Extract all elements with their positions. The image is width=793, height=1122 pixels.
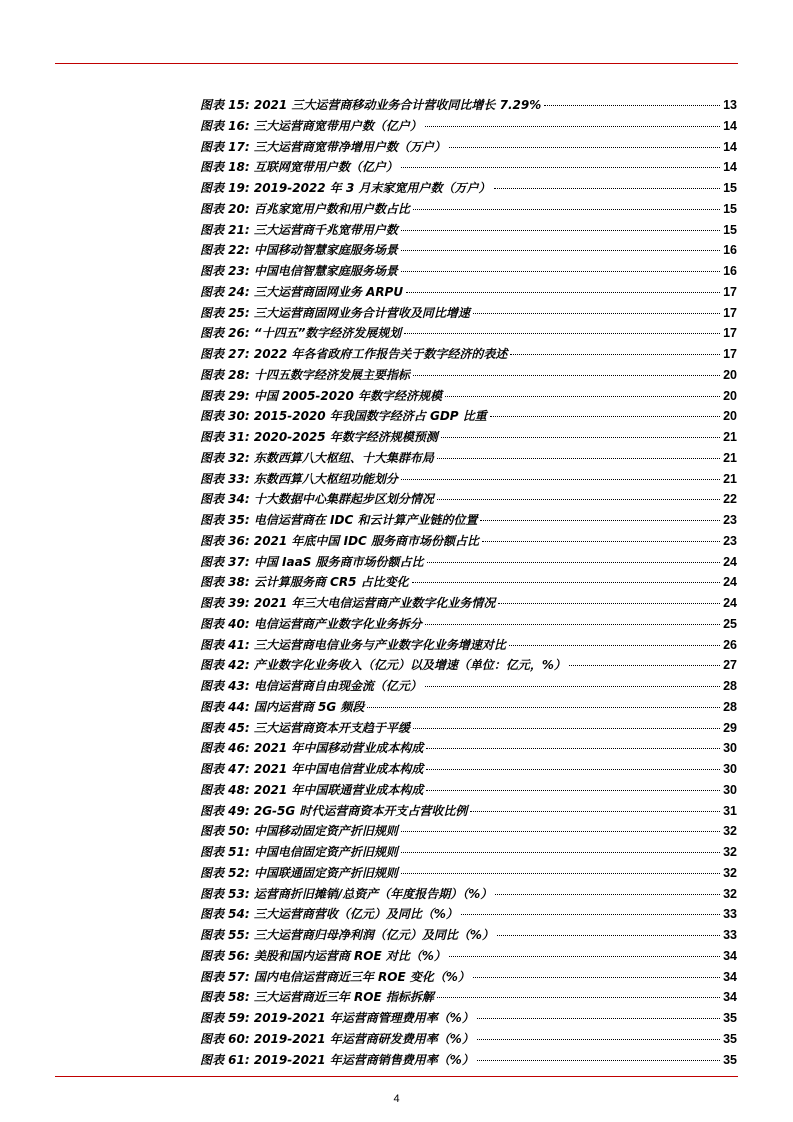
toc-entry[interactable] xyxy=(200,240,737,261)
dot-leader xyxy=(413,375,720,376)
toc-entry-title[interactable]: 图表 39: 2021 年三大电信运营商产业数字化业务情况 xyxy=(200,596,496,610)
dot-leader xyxy=(401,479,720,480)
toc-entry[interactable] xyxy=(200,967,737,988)
toc-entry-page[interactable]: 26 xyxy=(723,637,737,652)
toc-entry[interactable] xyxy=(200,1008,737,1029)
table-of-figures xyxy=(200,95,737,1070)
toc-entry-title[interactable]: 图表 23: 中国电信智慧家庭服务场景 xyxy=(200,264,398,278)
toc-entry[interactable] xyxy=(200,655,737,676)
toc-entry-title[interactable]: 图表 29: 中国 2005-2020 年数字经济规模 xyxy=(200,388,442,403)
dot-leader xyxy=(401,831,720,832)
toc-entry-page[interactable]: 15 xyxy=(723,201,737,216)
toc-entry-page[interactable]: 17 xyxy=(723,284,737,299)
toc-entry[interactable] xyxy=(200,406,737,427)
toc-entry-title[interactable]: 图表 53: 运营商折旧摊销/总资产（年度报告期）（%） xyxy=(200,886,493,901)
toc-entry-page[interactable]: 21 xyxy=(723,430,737,444)
toc-entry-page[interactable]: 28 xyxy=(723,679,737,693)
toc-entry-page[interactable]: 33 xyxy=(723,928,737,942)
dot-leader xyxy=(441,437,720,438)
dot-leader xyxy=(413,728,720,729)
toc-entry-title[interactable]: 图表 19: 2019-2022 年 3 月末家宽用户数（万户） xyxy=(200,181,491,195)
toc-entry-page[interactable]: 13 xyxy=(723,98,737,112)
toc-entry-page[interactable]: 21 xyxy=(723,450,737,465)
toc-entry[interactable] xyxy=(200,884,737,905)
toc-entry-title[interactable]: 图表 21: 三大运营商千兆宽带用户数 xyxy=(200,222,398,237)
toc-entry-page[interactable]: 25 xyxy=(723,616,737,631)
dot-leader xyxy=(544,105,720,106)
toc-entry-title[interactable]: 图表 57: 国内电信运营商近三年 ROE 变化（%） xyxy=(200,969,470,984)
toc-entry-page[interactable]: 23 xyxy=(723,513,737,527)
toc-entry[interactable] xyxy=(200,303,737,324)
header-rule xyxy=(55,63,738,64)
toc-entry[interactable] xyxy=(200,925,737,946)
toc-entry-page[interactable]: 20 xyxy=(723,409,737,424)
toc-entry-title[interactable]: 图表 28: 十四五数字经济发展主要指标 xyxy=(200,367,410,382)
toc-entry[interactable] xyxy=(200,261,737,282)
toc-entry-page[interactable]: 15 xyxy=(723,222,737,237)
toc-entry-title[interactable]: 图表 18: 互联网宽带用户数（亿户） xyxy=(200,160,398,175)
toc-entry-page[interactable]: 15 xyxy=(723,181,737,195)
toc-entry[interactable] xyxy=(200,904,737,925)
toc-entry-title[interactable]: 图表 22: 中国移动智慧家庭服务场景 xyxy=(200,243,398,258)
toc-entry-title[interactable]: 图表 59: 2019-2021 年运营商管理费用率（%） xyxy=(200,1011,474,1025)
dot-leader xyxy=(509,645,720,646)
toc-entry[interactable] xyxy=(200,323,737,344)
toc-entry-page[interactable]: 17 xyxy=(723,305,737,320)
toc-entry-page[interactable]: 29 xyxy=(723,720,737,735)
dot-leader xyxy=(473,313,720,314)
dot-leader xyxy=(477,1060,720,1061)
toc-entry-page[interactable]: 24 xyxy=(723,575,737,590)
dot-leader xyxy=(494,188,721,189)
dot-leader xyxy=(480,520,720,521)
dot-leader xyxy=(437,458,720,459)
toc-entry[interactable] xyxy=(200,842,737,863)
toc-entry-page[interactable]: 35 xyxy=(723,1031,737,1046)
toc-entry-title[interactable]: 图表 34: 十大数据中心集群起步区划分情况 xyxy=(200,492,434,507)
toc-entry-page[interactable]: 17 xyxy=(723,326,737,341)
toc-entry-page[interactable]: 16 xyxy=(723,264,737,278)
toc-entry-title[interactable]: 图表 31: 2020-2025 年数字经济规模预测 xyxy=(200,430,438,444)
toc-entry-page[interactable]: 34 xyxy=(723,948,737,963)
toc-entry-title[interactable]: 图表 50: 中国移动固定资产折旧规则 xyxy=(200,824,398,839)
dot-leader xyxy=(426,790,720,791)
dot-leader xyxy=(495,894,720,895)
toc-entry[interactable] xyxy=(200,863,737,884)
dot-leader xyxy=(401,271,720,272)
toc-entry[interactable] xyxy=(200,178,737,199)
toc-entry-title[interactable]: 图表 45: 三大运营商资本开支趋于平缓 xyxy=(200,720,410,735)
dot-leader xyxy=(404,333,720,334)
dot-leader xyxy=(425,624,720,625)
toc-entry-title[interactable]: 图表 47: 2021 年中国电信营业成本构成 xyxy=(200,762,424,776)
dot-leader xyxy=(401,852,720,853)
toc-entry[interactable] xyxy=(200,510,737,531)
toc-entry-title[interactable]: 图表 30: 2015-2020 年我国数字经济占 GDP 比重 xyxy=(200,409,487,424)
toc-entry[interactable] xyxy=(200,489,737,510)
toc-entry[interactable] xyxy=(200,220,737,241)
toc-entry[interactable] xyxy=(200,946,737,967)
toc-entry[interactable] xyxy=(200,116,737,137)
toc-entry-page[interactable]: 17 xyxy=(723,347,737,361)
toc-entry[interactable] xyxy=(200,469,737,490)
toc-entry[interactable] xyxy=(200,386,737,407)
toc-entry[interactable] xyxy=(200,635,737,656)
toc-entry-title[interactable]: 图表 60: 2019-2021 年运营商研发费用率（%） xyxy=(200,1031,474,1046)
dot-leader xyxy=(473,977,720,978)
toc-entry-title[interactable]: 图表 43: 电信运营商自由现金流（亿元） xyxy=(200,679,422,693)
dot-leader xyxy=(498,603,720,604)
toc-entry-title[interactable]: 图表 44: 国内运营商 5G 频段 xyxy=(200,699,365,714)
dot-leader xyxy=(510,354,720,355)
toc-entry[interactable] xyxy=(200,614,737,635)
dot-leader xyxy=(461,914,720,915)
toc-entry[interactable] xyxy=(200,1029,737,1050)
toc-entry-page[interactable]: 27 xyxy=(723,658,737,673)
toc-entry-title[interactable]: 图表 32: 东数西算八大枢纽、十大集群布局 xyxy=(200,450,434,465)
toc-entry[interactable] xyxy=(200,427,737,448)
toc-entry-title[interactable]: 图表 17: 三大运营商宽带净增用户数（万户） xyxy=(200,139,446,154)
toc-entry[interactable] xyxy=(200,282,737,303)
dot-leader xyxy=(490,416,720,417)
dot-leader xyxy=(401,250,720,251)
dot-leader xyxy=(449,956,720,957)
toc-entry[interactable] xyxy=(200,365,737,386)
toc-entry-title[interactable]: 图表 15: 2021 三大运营商移动业务合计营收同比增长 7.29% xyxy=(200,98,542,112)
toc-entry-title[interactable]: 图表 36: 2021 年底中国 IDC 服务商市场份额占比 xyxy=(200,533,480,548)
dot-leader xyxy=(426,748,720,749)
toc-entry-page[interactable]: 32 xyxy=(723,886,737,901)
toc-entry-title[interactable]: 图表 46: 2021 年中国移动营业成本构成 xyxy=(200,741,424,756)
toc-entry[interactable] xyxy=(200,738,737,759)
toc-entry-page[interactable]: 22 xyxy=(723,492,737,507)
toc-entry-title[interactable]: 图表 48: 2021 年中国联通营业成本构成 xyxy=(200,782,424,797)
dot-leader xyxy=(401,873,720,874)
toc-entry[interactable] xyxy=(200,676,737,697)
toc-entry-title[interactable]: 图表 37: 中国 IaaS 服务商市场份额占比 xyxy=(200,554,424,569)
toc-entry-title[interactable]: 图表 51: 中国电信固定资产折旧规则 xyxy=(200,845,398,859)
toc-entry-page[interactable]: 30 xyxy=(723,741,737,756)
dot-leader xyxy=(425,126,720,127)
toc-entry[interactable] xyxy=(200,531,737,552)
dot-leader xyxy=(470,811,720,812)
page-number: 4 xyxy=(393,1093,400,1105)
toc-entry-page[interactable]: 14 xyxy=(723,139,737,154)
toc-entry-page[interactable]: 32 xyxy=(723,865,737,880)
toc-entry[interactable] xyxy=(200,95,737,116)
dot-leader xyxy=(427,562,721,563)
toc-entry-page[interactable]: 14 xyxy=(723,160,737,175)
toc-entry[interactable] xyxy=(200,697,737,718)
toc-entry-page[interactable]: 14 xyxy=(723,118,737,133)
toc-entry-page[interactable]: 31 xyxy=(723,803,737,818)
toc-entry-title[interactable]: 图表 20: 百兆家宽用户数和用户数占比 xyxy=(200,201,410,216)
dot-leader xyxy=(445,396,720,397)
toc-entry-title[interactable]: 图表 33: 东数西算八大枢纽功能划分 xyxy=(200,471,398,486)
toc-entry-title[interactable]: 图表 49: 2G-5G 时代运营商资本开支占营收比例 xyxy=(200,803,468,818)
toc-entry-page[interactable]: 16 xyxy=(723,243,737,258)
toc-entry[interactable] xyxy=(200,552,737,573)
toc-entry[interactable] xyxy=(200,780,737,801)
toc-entry-title[interactable]: 图表 24: 三大运营商固网业务 ARPU xyxy=(200,284,404,299)
toc-entry[interactable] xyxy=(200,821,737,842)
dot-leader xyxy=(367,707,720,708)
toc-entry-page[interactable]: 23 xyxy=(723,533,737,548)
toc-entry-page[interactable]: 30 xyxy=(723,782,737,797)
toc-entry[interactable] xyxy=(200,759,737,780)
toc-entry-title[interactable]: 图表 41: 三大运营商电信业务与产业数字化业务增速对比 xyxy=(200,637,506,652)
dot-leader xyxy=(497,935,720,936)
toc-entry-title[interactable]: 图表 16: 三大运营商宽带用户数（亿户） xyxy=(200,118,422,133)
toc-entry-page[interactable]: 35 xyxy=(723,1011,737,1025)
toc-entry-title[interactable]: 图表 52: 中国联通固定资产折旧规则 xyxy=(200,865,398,880)
dot-leader xyxy=(413,209,720,210)
toc-entry[interactable] xyxy=(200,593,737,614)
toc-entry-page[interactable]: 24 xyxy=(723,554,737,569)
toc-entry-title[interactable]: 图表 38: 云计算服务商 CR5 占比变化 xyxy=(200,575,409,590)
dot-leader xyxy=(437,997,720,998)
toc-entry-page[interactable]: 33 xyxy=(723,907,737,922)
toc-entry-page[interactable]: 35 xyxy=(723,1052,737,1067)
dot-leader xyxy=(401,167,720,168)
toc-entry-title[interactable]: 图表 27: 2022 年各省政府工作报告关于数字经济的表述 xyxy=(200,347,508,361)
toc-entry[interactable] xyxy=(200,137,737,158)
toc-entry-page[interactable]: 20 xyxy=(723,367,737,382)
toc-entry-page[interactable]: 32 xyxy=(723,824,737,839)
toc-entry-page[interactable]: 24 xyxy=(723,596,737,610)
toc-entry-page[interactable]: 20 xyxy=(723,388,737,403)
dot-leader xyxy=(412,582,720,583)
toc-entry-page[interactable]: 34 xyxy=(723,969,737,984)
toc-entry-title[interactable]: 图表 40: 电信运营商产业数字化业务拆分 xyxy=(200,616,422,631)
toc-entry-title[interactable]: 图表 55: 三大运营商归母净利润（亿元）及同比（%） xyxy=(200,928,494,942)
toc-entry-title[interactable]: 图表 56: 美股和国内运营商 ROE 对比（%） xyxy=(200,948,446,963)
toc-entry-title[interactable]: 图表 42: 产业数字化业务收入（亿元）以及增速（单位：亿元，%） xyxy=(200,658,566,673)
toc-entry-page[interactable]: 30 xyxy=(723,762,737,776)
toc-entry[interactable] xyxy=(200,344,737,365)
toc-entry-page[interactable]: 28 xyxy=(723,699,737,714)
dot-leader xyxy=(401,230,720,231)
toc-entry[interactable] xyxy=(200,1050,737,1071)
toc-entry-page[interactable]: 34 xyxy=(723,990,737,1005)
dot-leader xyxy=(425,686,720,687)
dot-leader xyxy=(569,665,720,666)
toc-entry-title[interactable]: 图表 25: 三大运营商固网业务合计营收及同比增速 xyxy=(200,305,470,320)
toc-entry[interactable] xyxy=(200,199,737,220)
toc-entry[interactable] xyxy=(200,157,737,178)
toc-entry-title[interactable]: 图表 35: 电信运营商在 IDC 和云计算产业链的位置 xyxy=(200,513,478,527)
toc-entry-title[interactable]: 图表 54: 三大运营商营收（亿元）及同比（%） xyxy=(200,907,458,922)
footer-rule xyxy=(55,1076,738,1077)
dot-leader xyxy=(482,541,720,542)
toc-entry[interactable] xyxy=(200,572,737,593)
toc-entry[interactable] xyxy=(200,718,737,739)
toc-entry[interactable] xyxy=(200,987,737,1008)
toc-entry-title[interactable]: 图表 61: 2019-2021 年运营商销售费用率（%） xyxy=(200,1052,474,1067)
toc-entry-title[interactable]: 图表 58: 三大运营商近三年 ROE 指标拆解 xyxy=(200,990,434,1005)
toc-entry-title[interactable]: 图表 26: “十四五”数字经济发展规划 xyxy=(200,326,402,341)
toc-entry-page[interactable]: 32 xyxy=(723,845,737,859)
dot-leader xyxy=(426,769,720,770)
dot-leader xyxy=(437,499,720,500)
toc-entry[interactable] xyxy=(200,448,737,469)
toc-entry[interactable] xyxy=(200,801,737,822)
dot-leader xyxy=(449,147,720,148)
dot-leader xyxy=(477,1018,720,1019)
dot-leader xyxy=(406,292,720,293)
toc-entry-page[interactable]: 21 xyxy=(723,471,737,486)
dot-leader xyxy=(477,1039,720,1040)
